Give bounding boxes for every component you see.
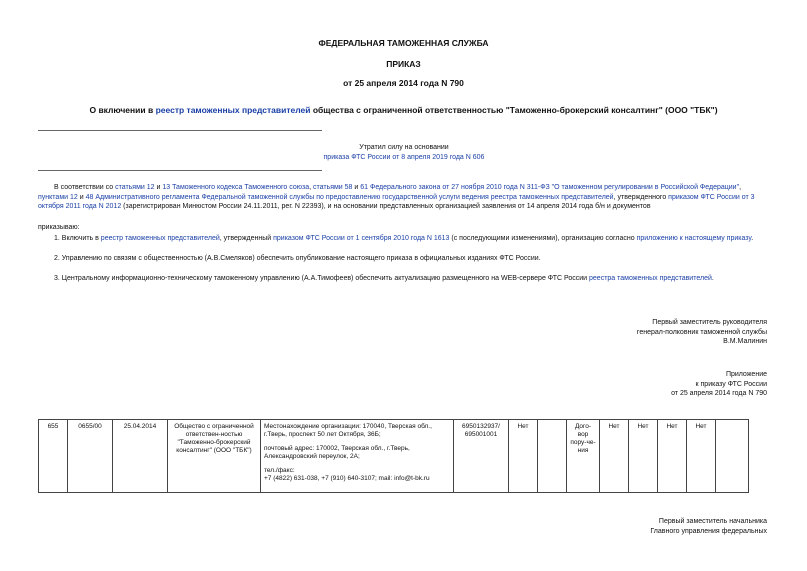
cell-address bbox=[261, 420, 454, 493]
preamble-text: и bbox=[352, 184, 361, 191]
footer-signature-line: Главного управления федеральных bbox=[650, 527, 767, 535]
footer-signature bbox=[650, 517, 767, 536]
order-1613-link[interactable]: приказом ФТС России от 1 сентября 2010 года N 1613 bbox=[273, 235, 450, 242]
status-note-line: Утратил силу на основании bbox=[359, 144, 449, 151]
registry-table bbox=[38, 419, 749, 493]
status-note bbox=[250, 143, 558, 162]
doc-title bbox=[0, 105, 807, 115]
order-item-3 bbox=[54, 274, 714, 284]
signature-block bbox=[637, 318, 767, 347]
cell-col-5: Нет bbox=[629, 420, 658, 493]
cell-col-1: Нет bbox=[509, 420, 538, 493]
regulation-p12-link[interactable]: пунктами 12 bbox=[38, 193, 78, 201]
divider-bottom bbox=[38, 170, 322, 171]
signature-line: генерал-полковник таможенной службы bbox=[636, 328, 767, 336]
title-registry-link[interactable]: реестр таможенных представителей bbox=[155, 105, 311, 115]
cell-col-6: Нет bbox=[658, 420, 687, 493]
preamble-text: В соответствии со bbox=[54, 184, 116, 191]
preamble-text: и bbox=[154, 184, 163, 191]
appendix-heading bbox=[671, 370, 767, 399]
address-location: Местонахождение организации: 170040, Тверская обл., г.Тверь, проспект 50 лет Октября, 36Б; bbox=[264, 423, 432, 438]
preamble-text: , bbox=[309, 184, 313, 191]
cell-col-4: Нет bbox=[600, 420, 629, 493]
cell-date: 25.04.2014 bbox=[113, 420, 168, 493]
preamble-text: и bbox=[77, 193, 86, 201]
appendix-link[interactable]: приложению к настоящему приказу bbox=[636, 235, 752, 242]
signatory-name: В.М.Малинин bbox=[723, 338, 767, 345]
cell-number: 655 bbox=[39, 420, 68, 493]
contact-label: тел./факс: bbox=[264, 467, 295, 474]
law-311fz-link[interactable]: 61 Федерального закона от 27 ноября 2010 года N 311-ФЗ "О таможенном регулировании в Российской Федерации" bbox=[360, 184, 740, 191]
footer-signature-line: Первый заместитель начальника bbox=[658, 518, 767, 525]
item1-registry-link[interactable]: реестр таможенных представителей bbox=[100, 235, 220, 242]
cell-col-2 bbox=[538, 420, 567, 493]
doc-type: ПРИКАЗ bbox=[386, 59, 421, 69]
cell-contract-type: Дого-вор пору-че-ния bbox=[567, 420, 600, 493]
preamble-text: , утвержденного bbox=[613, 193, 669, 201]
item-text: 1. Включить в bbox=[54, 235, 101, 242]
item-text: , утвержденный bbox=[219, 235, 274, 242]
appendix-line: к приказу ФТС России bbox=[695, 380, 767, 388]
title-pre: О включении в bbox=[89, 105, 156, 115]
repeal-order-link[interactable]: приказа ФТС России от 8 апреля 2019 года N 606 bbox=[323, 153, 485, 161]
preamble-text: (зарегистрирован Минюстом России 24.11.2011, рег. N 22393), и на основании представленных организацией заявления от 14 апреля 2014 года б/н и документов bbox=[121, 203, 651, 210]
order-item-2: 2. Управлению по связям с общественностью (А.В.Смеляков) обеспечить опубликование настоящего приказа в официальных изданиях ФТС России. bbox=[54, 255, 541, 262]
customs-code-art12-link[interactable]: статьями 12 bbox=[115, 184, 155, 191]
order-item-1 bbox=[54, 234, 753, 244]
agency-name: ФЕДЕРАЛЬНАЯ ТАМОЖЕННАЯ СЛУЖБА bbox=[318, 38, 489, 48]
item-text: . bbox=[711, 275, 714, 282]
cell-col-7: Нет bbox=[687, 420, 716, 493]
order-word: приказываю: bbox=[38, 224, 80, 231]
cell-inn: 6950132937/ 695001001 bbox=[454, 420, 509, 493]
admin-regulation-link[interactable]: 48 Административного регламента Федеральной таможенной службы по предоставлению государственной услуги ведения реестра таможенных представителей bbox=[85, 193, 614, 201]
preamble-text: , bbox=[739, 184, 742, 191]
item3-registry-link[interactable]: реестра таможенных представителей bbox=[589, 275, 712, 282]
preamble bbox=[38, 183, 770, 212]
appendix-line: Приложение bbox=[725, 371, 767, 378]
law-art58-link[interactable]: статьями 58 bbox=[312, 184, 353, 191]
cell-col-8 bbox=[716, 420, 749, 493]
signature-line: Первый заместитель руководителя bbox=[652, 319, 767, 326]
title-post: общества с ограниченной ответственностью "Таможенно-брокерский консалтинг" (ООО "ТБК") bbox=[310, 105, 718, 115]
doc-date: от 25 апреля 2014 года N 790 bbox=[343, 78, 464, 88]
contact-phone: +7 (4822) 631-038, +7 (910) 640-3107; mail: info@t-bk.ru bbox=[264, 475, 430, 482]
table-row bbox=[39, 420, 749, 493]
cell-organization: Общество с ограниченной ответствен-ностью "Таможенно-брокерский консалтинг" (ООО "ТБК") bbox=[168, 420, 261, 493]
order-2012-link[interactable]: приказом ФТС России от 3 октября 2011 года N 2012 bbox=[38, 193, 755, 210]
customs-code-art13-link[interactable]: 13 Таможенного кодекса Таможенного союза bbox=[162, 184, 310, 191]
divider-top bbox=[38, 130, 322, 131]
item-text: . bbox=[751, 235, 754, 242]
address-postal: почтовый адрес: 170002, Тверская обл., г.Тверь, Александровский переулок, 2А; bbox=[264, 445, 410, 460]
appendix-line: от 25 апреля 2014 года N 790 bbox=[671, 390, 767, 397]
item-text: (с последующими изменениями), организацию согласно bbox=[449, 235, 637, 242]
cell-reg-number: 0655/00 bbox=[68, 420, 113, 493]
item-text: 3. Центральному информационно-техническому таможенному управлению (А.А.Тимофеев) обеспечить актуализацию размещенного на WEB-сервере ФТС России bbox=[54, 275, 590, 282]
